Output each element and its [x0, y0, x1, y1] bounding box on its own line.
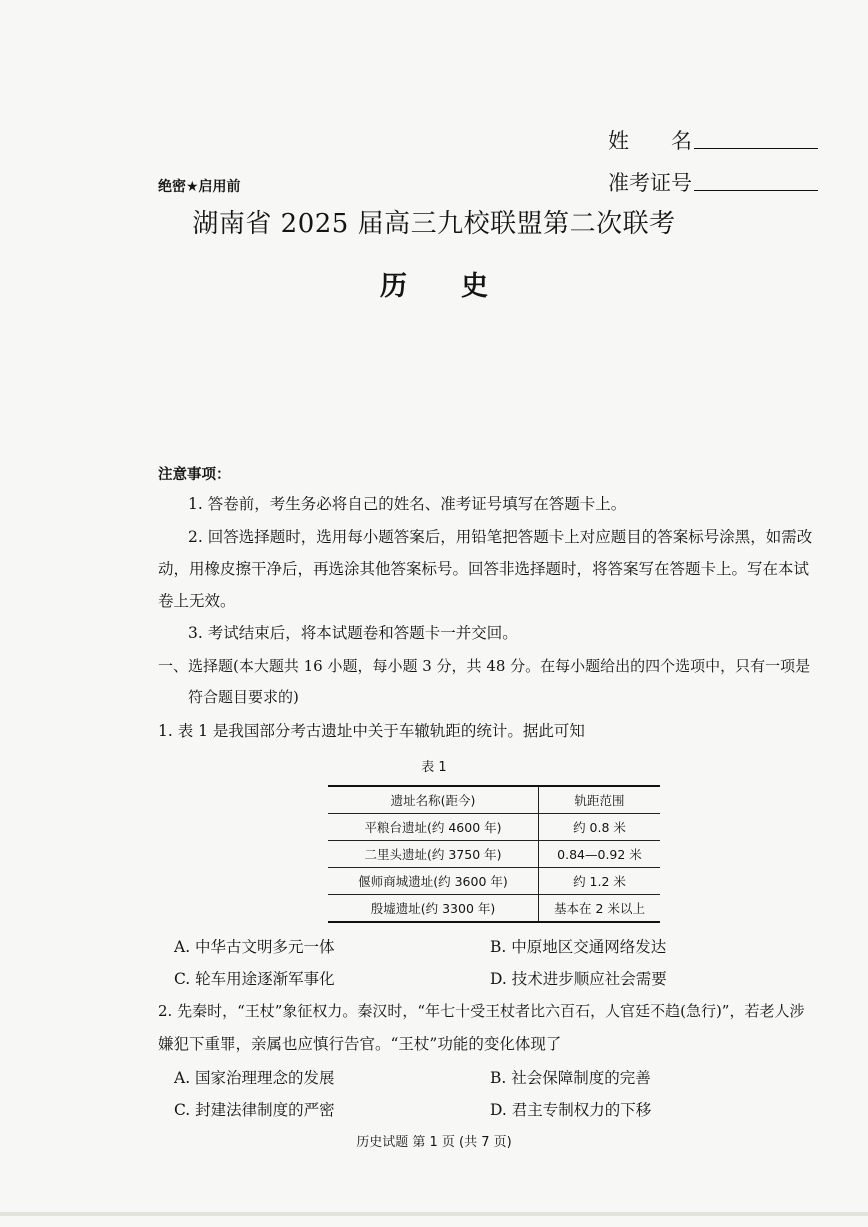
question-2-stem-line-2: 嫌犯下重罪，亲属也应慎行告官。“王杖”功能的变化体现了 [158, 1035, 562, 1053]
table-row [328, 868, 660, 895]
table-cell-site: 平粮台遗址(约 4600 年) [328, 814, 539, 841]
q2-option-d: D. 君主专制权力的下移 [490, 1101, 652, 1119]
question-2-stem-line-1: 2. 先秦时，“王杖”象征权力。秦汉时，“年七十受王杖者比六百石，人官廷不趋(急行)”，若老人涉 [158, 1002, 805, 1020]
subject-title: 历 史 [380, 271, 488, 302]
table-row [328, 895, 660, 923]
q2-option-a: A. 国家治理理念的发展 [174, 1069, 335, 1087]
table-cell-gauge: 基本在 2 米以上 [539, 895, 661, 923]
scan-edge [0, 1212, 868, 1216]
table-cell-site: 偃师商城遗址(约 3600 年) [328, 868, 539, 895]
table-header-site: 遗址名称(距今) [328, 786, 539, 814]
table-cell-gauge: 约 0.8 米 [539, 814, 661, 841]
notice-item-2-line-3: 卷上无效。 [158, 592, 236, 610]
exam-number-label: 准考证号 [608, 171, 692, 195]
name-underline [694, 148, 818, 149]
section-1-heading-line-1: 一、选择题(本大题共 16 小题，每小题 3 分，共 48 分。在每小题给出的四个选项中，只有一项是 [158, 657, 811, 675]
section-1-heading-line-2: 符合题目要求的) [188, 688, 299, 706]
notice-item-1: 1. 答卷前，考生务必将自己的姓名、准考证号填写在答题卡上。 [188, 495, 627, 513]
table-cell-site: 二里头遗址(约 3750 年) [328, 841, 539, 868]
table-1 [328, 785, 660, 923]
notice-item-3: 3. 考试结束后，将本试题卷和答题卡一并交回。 [188, 624, 518, 642]
q2-option-c: C. 封建法律制度的严密 [174, 1101, 335, 1119]
table-cell-gauge: 0.84—0.92 米 [539, 841, 661, 868]
table-1-caption: 表 1 [421, 760, 447, 775]
table-row [328, 814, 660, 841]
confidential-mark: 绝密★启用前 [158, 179, 241, 195]
notice-item-2-line-2: 动，用橡皮擦干净后，再选涂其他答案标号。回答非选择题时，将答案写在答题卡上。写在本试 [158, 560, 810, 578]
q1-option-d: D. 技术进步顺应社会需要 [490, 970, 667, 988]
table-row [328, 841, 660, 868]
table-header-gauge: 轨距范围 [539, 786, 661, 814]
q2-option-b: B. 社会保障制度的完善 [490, 1069, 651, 1087]
exam-number-underline [694, 190, 818, 191]
notice-item-2-line-1: 2. 回答选择题时，选用每小题答案后，用铅笔把答题卡上对应题目的答案标号涂黑，如需改 [188, 528, 813, 546]
name-label: 姓 名 [608, 129, 692, 153]
q1-option-b: B. 中原地区交通网络发达 [490, 938, 667, 956]
table-cell-gauge: 约 1.2 米 [539, 868, 661, 895]
q1-option-a: A. 中华古文明多元一体 [174, 938, 335, 956]
q1-option-c: C. 轮车用途逐渐军事化 [174, 970, 335, 988]
table-header-row [328, 786, 660, 814]
table-cell-site: 殷墟遗址(约 3300 年) [328, 895, 539, 923]
notice-heading: 注意事项： [158, 467, 231, 483]
page-footer: 历史试题 第 1 页 (共 7 页) [356, 1135, 512, 1150]
question-1-stem: 1. 表 1 是我国部分考古遗址中关于车辙轨距的统计。据此可知 [158, 722, 585, 740]
exam-title: 湖南省 2025 届高三九校联盟第二次联考 [192, 209, 676, 239]
